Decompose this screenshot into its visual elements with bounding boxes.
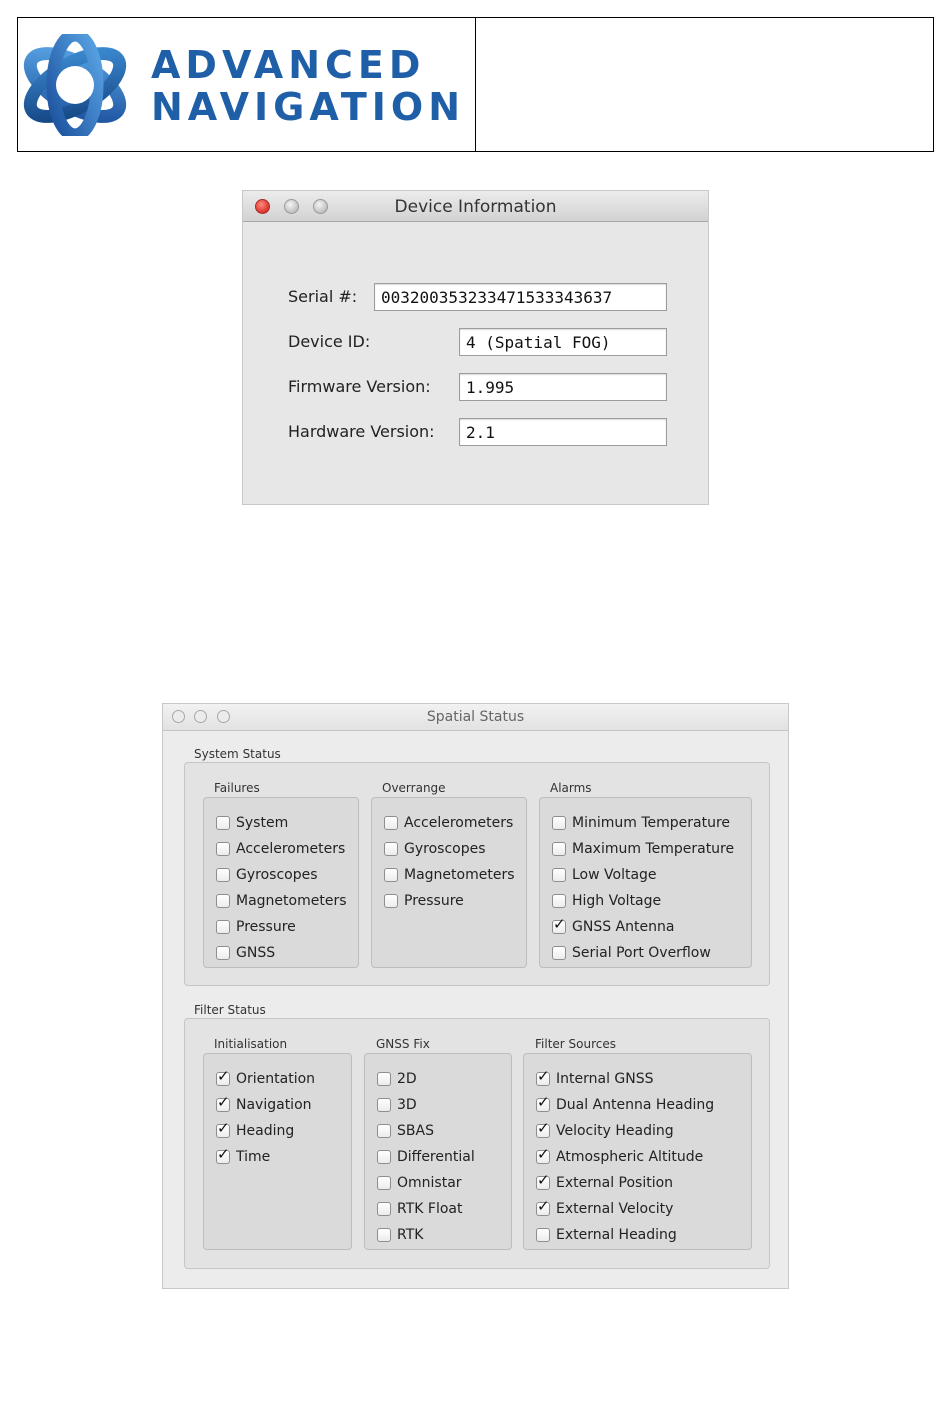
brand-line-1: ADVANCED xyxy=(151,43,426,87)
checkbox-item-magnetometers[interactable] xyxy=(216,888,347,914)
checkbox-item-time[interactable] xyxy=(216,1144,315,1170)
checkbox-label: Navigation xyxy=(236,1097,312,1113)
checkbox-label: External Heading xyxy=(556,1227,677,1243)
gnss-fix-label: GNSS Fix xyxy=(376,1037,430,1051)
checkbox-label: Serial Port Overflow xyxy=(572,945,711,961)
checkbox[interactable] xyxy=(552,915,566,934)
checkmark-icon: ✓ xyxy=(217,1119,230,1137)
checkbox[interactable] xyxy=(216,1093,230,1112)
checkbox-label: GNSS Antenna xyxy=(572,919,675,935)
checkbox[interactable] xyxy=(377,1150,391,1164)
checkbox-label: External Position xyxy=(556,1175,674,1191)
checkbox[interactable] xyxy=(216,920,230,934)
checkbox-label: Magnetometers xyxy=(236,893,347,909)
checkbox[interactable] xyxy=(216,816,230,830)
checkbox-label: System xyxy=(236,815,289,831)
checkbox-item-3d[interactable] xyxy=(377,1092,475,1118)
device-id-field[interactable]: 4 (Spatial FOG) xyxy=(459,328,667,356)
checkmark-icon: ✓ xyxy=(217,1145,230,1163)
alarms-group xyxy=(539,797,752,968)
checkbox-item-magnetometers[interactable] xyxy=(384,862,515,888)
window-title: Spatial Status xyxy=(426,709,525,725)
checkbox-label: RTK xyxy=(397,1227,424,1243)
checkbox[interactable] xyxy=(552,842,566,856)
checkbox[interactable] xyxy=(536,1197,550,1216)
checkbox-label: SBAS xyxy=(397,1123,434,1139)
checkbox-label: Dual Antenna Heading xyxy=(556,1097,715,1113)
checkbox-item-pressure[interactable] xyxy=(384,888,515,914)
checkbox-item-gnss-antenna[interactable] xyxy=(552,914,734,940)
header-blank-cell xyxy=(476,18,933,151)
checkbox-item-minimum-temperature[interactable] xyxy=(552,810,734,836)
checkbox-item-dual-antenna-heading[interactable] xyxy=(536,1092,714,1118)
checkbox-item-sbas[interactable] xyxy=(377,1118,475,1144)
device-information-window xyxy=(242,190,709,505)
alarms-list xyxy=(552,810,734,966)
checkbox[interactable] xyxy=(536,1228,550,1242)
checkbox-item-heading[interactable] xyxy=(216,1118,315,1144)
filter-status-section xyxy=(184,1018,770,1269)
serial-label: Serial #: xyxy=(288,287,358,306)
checkbox[interactable] xyxy=(536,1067,550,1086)
checkbox-item-velocity-heading[interactable] xyxy=(536,1118,714,1144)
checkbox-item-serial-port-overflow[interactable] xyxy=(552,940,734,966)
brand-line-2: NAVIGATION xyxy=(151,85,465,129)
checkbox[interactable] xyxy=(552,816,566,830)
checkbox[interactable] xyxy=(377,1124,391,1138)
checkbox[interactable] xyxy=(384,894,398,908)
checkbox-label: RTK Float xyxy=(397,1201,463,1217)
checkbox[interactable] xyxy=(377,1176,391,1190)
overrange-group xyxy=(371,797,527,968)
gnss-fix-list xyxy=(377,1066,475,1248)
filter-sources-label: Filter Sources xyxy=(535,1037,616,1051)
checkmark-icon: ✓ xyxy=(537,1171,550,1189)
system-status-section xyxy=(184,762,770,986)
failures-group xyxy=(203,797,359,968)
checkbox-label: Differential xyxy=(397,1149,475,1165)
checkbox-label: Maximum Temperature xyxy=(572,841,735,857)
checkbox-label: GNSS xyxy=(236,945,276,961)
checkbox[interactable] xyxy=(377,1098,391,1112)
checkbox-item-high-voltage[interactable] xyxy=(552,888,734,914)
firmware-version-label: Firmware Version: xyxy=(288,377,431,396)
firmware-version-field[interactable]: 1.995 xyxy=(459,373,667,401)
checkbox[interactable] xyxy=(384,842,398,856)
checkmark-icon: ✓ xyxy=(217,1093,230,1111)
checkbox[interactable] xyxy=(216,868,230,882)
checkbox-label: Magnetometers xyxy=(404,867,515,883)
checkbox-label: Pressure xyxy=(236,919,296,935)
device-id-row xyxy=(243,328,708,358)
checkbox-label: Heading xyxy=(236,1123,295,1139)
checkbox-label: Orientation xyxy=(236,1071,316,1087)
checkbox[interactable] xyxy=(536,1119,550,1138)
device-id-label: Device ID: xyxy=(288,332,371,351)
checkbox-item-rtk[interactable] xyxy=(377,1222,475,1248)
gnss-fix-group xyxy=(364,1053,512,1250)
firmware-version-row xyxy=(243,373,708,403)
logo-cell xyxy=(18,18,476,151)
checkbox-label: Gyroscopes xyxy=(236,867,318,883)
checkbox-item-accelerometers[interactable] xyxy=(216,836,347,862)
checkbox-label: Internal GNSS xyxy=(556,1071,654,1087)
checkbox-item-orientation[interactable] xyxy=(216,1066,315,1092)
serial-field[interactable]: 003200353233471533343637 xyxy=(374,283,667,311)
checkbox-item-rtk-float[interactable] xyxy=(377,1196,475,1222)
hardware-version-label: Hardware Version: xyxy=(288,422,435,441)
checkbox-item-maximum-temperature[interactable] xyxy=(552,836,734,862)
advanced-navigation-logo-icon xyxy=(22,34,128,136)
checkbox-item-gnss[interactable] xyxy=(216,940,347,966)
checkmark-icon: ✓ xyxy=(537,1119,550,1137)
checkbox[interactable] xyxy=(552,946,566,960)
document-header xyxy=(17,17,934,152)
checkbox-label: Time xyxy=(236,1149,271,1165)
brand-wordmark xyxy=(151,43,465,129)
alarms-label: Alarms xyxy=(550,781,592,795)
checkbox[interactable] xyxy=(552,868,566,882)
checkbox[interactable] xyxy=(384,868,398,882)
checkbox-item-internal-gnss[interactable] xyxy=(536,1066,714,1092)
checkbox-item-navigation[interactable] xyxy=(216,1092,315,1118)
initialisation-group xyxy=(203,1053,352,1250)
initialisation-list xyxy=(216,1066,315,1170)
checkbox-label: 3D xyxy=(397,1097,417,1113)
checkbox-label: Gyroscopes xyxy=(404,841,486,857)
failures-list xyxy=(216,810,347,966)
checkbox-item-accelerometers[interactable] xyxy=(384,810,515,836)
checkbox-item-external-heading[interactable] xyxy=(536,1222,714,1248)
checkbox-item-system[interactable] xyxy=(216,810,347,836)
checkbox-label: Velocity Heading xyxy=(556,1123,674,1139)
checkbox-label: Omnistar xyxy=(397,1175,462,1191)
checkmark-icon: ✓ xyxy=(537,1197,550,1215)
overrange-list xyxy=(384,810,515,914)
checkbox[interactable] xyxy=(377,1202,391,1216)
checkbox-item-gyroscopes[interactable] xyxy=(216,862,347,888)
checkbox[interactable] xyxy=(536,1093,550,1112)
spatial-status-window xyxy=(162,703,789,1289)
checkbox[interactable] xyxy=(216,842,230,856)
checkbox[interactable] xyxy=(216,1145,230,1164)
hardware-version-row xyxy=(243,418,708,448)
serial-row xyxy=(243,283,708,313)
checkmark-icon: ✓ xyxy=(537,1093,550,1111)
checkmark-icon: ✓ xyxy=(537,1067,550,1085)
checkbox[interactable] xyxy=(377,1228,391,1242)
checkbox[interactable] xyxy=(216,1067,230,1086)
checkbox-label: 2D xyxy=(397,1071,417,1087)
checkmark-icon: ✓ xyxy=(553,915,566,933)
initialisation-label: Initialisation xyxy=(214,1037,288,1051)
spatial-status-titlebar xyxy=(163,704,788,731)
device-information-titlebar xyxy=(243,191,708,222)
checkbox[interactable] xyxy=(377,1072,391,1086)
overrange-label: Overrange xyxy=(382,781,446,795)
filter-status-label: Filter Status xyxy=(194,1003,266,1017)
checkbox-item-external-position[interactable] xyxy=(536,1170,714,1196)
checkbox-item-differential[interactable] xyxy=(377,1144,475,1170)
filter-sources-list xyxy=(536,1066,714,1248)
system-status-label: System Status xyxy=(194,747,281,761)
checkbox[interactable] xyxy=(536,1171,550,1190)
checkbox-label: High Voltage xyxy=(572,893,662,909)
checkbox[interactable] xyxy=(536,1145,550,1164)
checkbox-label: Accelerometers xyxy=(404,815,514,831)
checkbox-item-low-voltage[interactable] xyxy=(552,862,734,888)
hardware-version-field[interactable]: 2.1 xyxy=(459,418,667,446)
checkbox-item-gyroscopes[interactable] xyxy=(384,836,515,862)
checkbox-item-2d[interactable] xyxy=(377,1066,475,1092)
checkbox[interactable] xyxy=(216,894,230,908)
checkbox-label: Atmospheric Altitude xyxy=(556,1149,704,1165)
checkbox-label: Low Voltage xyxy=(572,867,657,883)
checkbox[interactable] xyxy=(216,1119,230,1138)
checkbox-label: Accelerometers xyxy=(236,841,346,857)
failures-label: Failures xyxy=(214,781,260,795)
checkbox[interactable] xyxy=(216,946,230,960)
checkbox-label: Minimum Temperature xyxy=(572,815,731,831)
checkbox-item-pressure[interactable] xyxy=(216,914,347,940)
checkmark-icon: ✓ xyxy=(217,1067,230,1085)
checkbox[interactable] xyxy=(384,816,398,830)
checkbox-label: Pressure xyxy=(404,893,464,909)
checkbox-item-omnistar[interactable] xyxy=(377,1170,475,1196)
checkmark-icon: ✓ xyxy=(537,1145,550,1163)
filter-sources-group xyxy=(523,1053,752,1250)
checkbox[interactable] xyxy=(552,894,566,908)
window-title: Device Information xyxy=(394,197,557,217)
checkbox-item-atmospheric-altitude[interactable] xyxy=(536,1144,714,1170)
checkbox-label: External Velocity xyxy=(556,1201,674,1217)
checkbox-item-external-velocity[interactable] xyxy=(536,1196,714,1222)
